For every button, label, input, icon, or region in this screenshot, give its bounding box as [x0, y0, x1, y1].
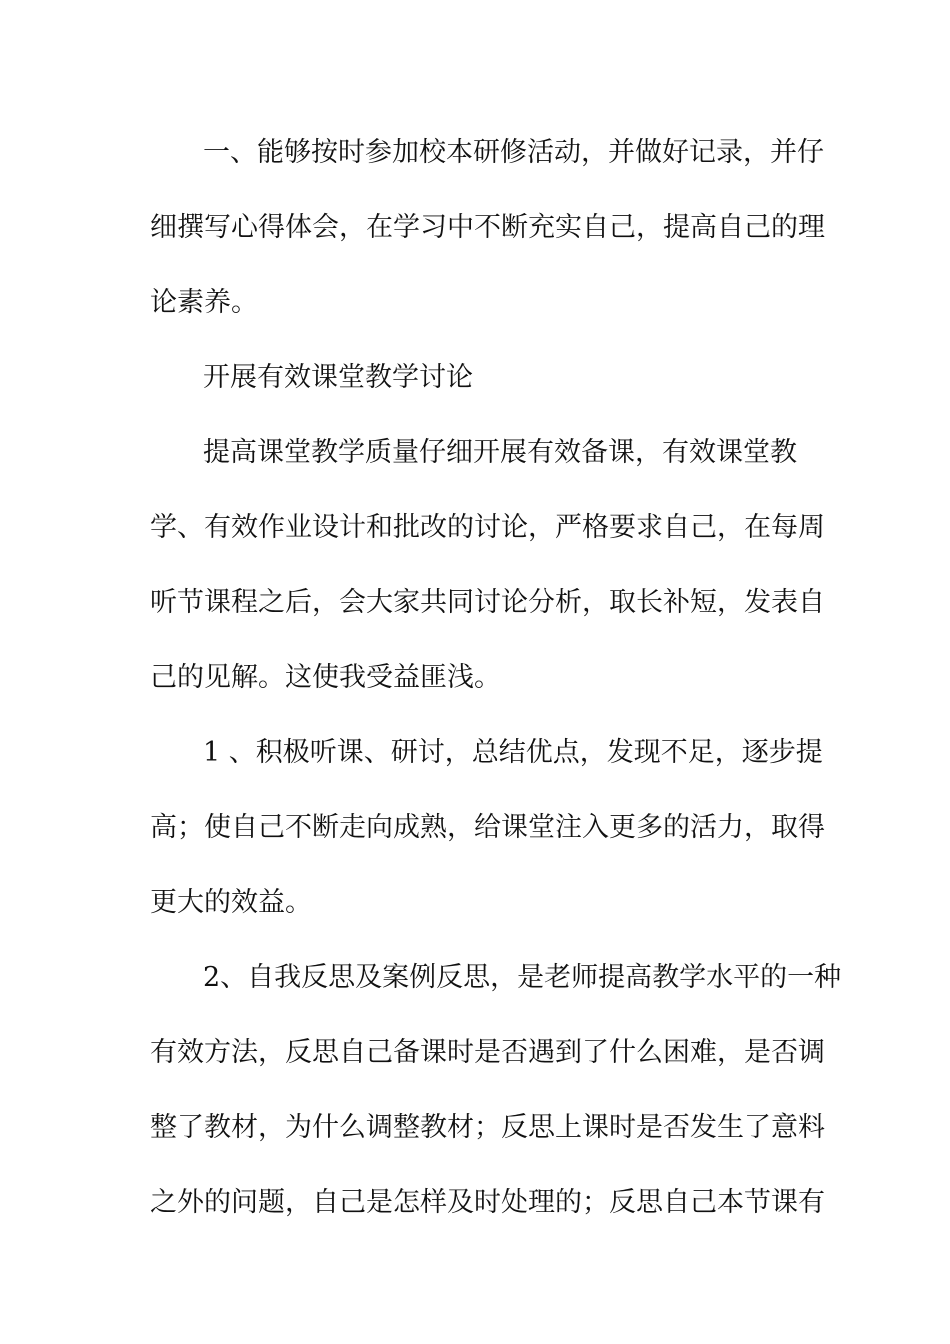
heading-line: 开展有效课堂教学讨论 — [203, 362, 473, 393]
paragraph-line: 学、有效作业设计和批改的讨论，严格要求自己，在每周 — [150, 512, 825, 543]
paragraph-line: 2、自我反思及案例反思，是老师提高教学水平的一种 — [203, 962, 842, 993]
paragraph-line: 更大的效益。 — [150, 887, 312, 918]
paragraph-line: 一、能够按时参加校本研修活动，并做好记录，并仔 — [203, 137, 824, 168]
paragraph-line: 有效方法，反思自己备课时是否遇到了什么困难，是否调 — [150, 1037, 825, 1068]
paragraph-line: 提高课堂教学质量仔细开展有效备课，有效课堂教 — [203, 437, 797, 468]
paragraph-line: 论素养。 — [150, 287, 258, 318]
paragraph-line: 1 、积极听课、研讨，总结优点，发现不足，逐步提 — [203, 737, 823, 768]
paragraph-line: 整了教材，为什么调整教材；反思上课时是否发生了意料 — [150, 1112, 825, 1143]
paragraph-line: 听节课程之后，会大家共同讨论分析，取长补短，发表自 — [150, 587, 825, 618]
paragraph-line: 高；使自己不断走向成熟，给课堂注入更多的活力，取得 — [150, 812, 825, 843]
paragraph-line: 己的见解。这使我受益匪浅。 — [150, 662, 501, 693]
paragraph-line: 细撰写心得体会，在学习中不断充实自己，提高自己的理 — [150, 212, 825, 243]
paragraph-line: 之外的问题，自己是怎样及时处理的；反思自己本节课有 — [150, 1187, 825, 1218]
